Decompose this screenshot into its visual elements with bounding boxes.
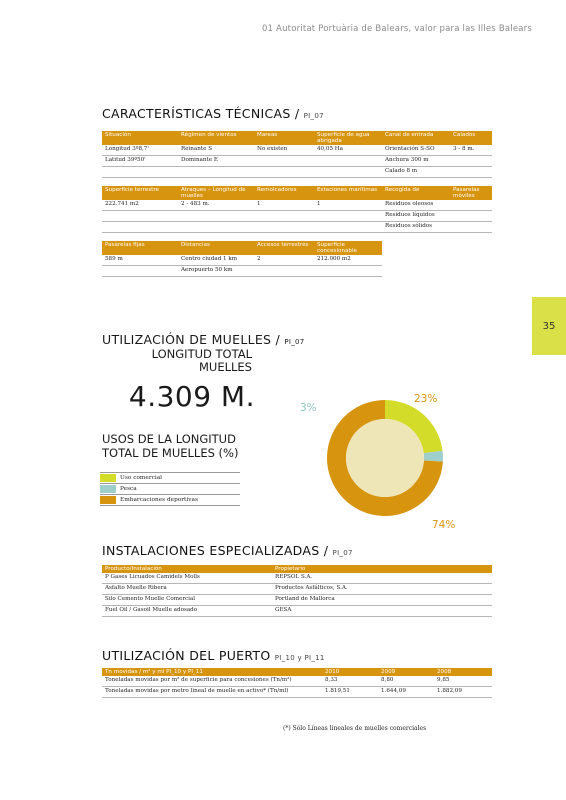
spacer-cell bbox=[102, 178, 492, 187]
header-cell: Propietario bbox=[272, 565, 492, 573]
table-cell: Longitud 3º8,7' bbox=[102, 145, 178, 156]
header-cell: Pasarelas fijas bbox=[102, 241, 178, 255]
table-cell bbox=[102, 167, 178, 178]
table-cell: Latitud 39º50' bbox=[102, 156, 178, 167]
header-cell: Accesos terrestres bbox=[254, 241, 314, 255]
chart-legend bbox=[100, 472, 240, 506]
table-cell: Reinante S bbox=[178, 145, 254, 156]
table-cell: REPSOL S.A. bbox=[272, 573, 492, 584]
table-cell: 9,85 bbox=[434, 676, 492, 687]
table-row bbox=[102, 573, 492, 584]
table-row bbox=[102, 222, 492, 233]
table-row bbox=[102, 167, 492, 178]
table-cell: Productos Asfálticos, S.A. bbox=[272, 584, 492, 595]
table-cell: Residuos líquidos bbox=[382, 211, 450, 222]
table-cell bbox=[178, 222, 254, 233]
usos-donut-chart bbox=[300, 378, 470, 528]
table-row bbox=[102, 211, 492, 222]
table-cell: Anchura 300 m bbox=[382, 156, 450, 167]
puerto-tag: PI_10 y PI_11 bbox=[274, 654, 325, 662]
header-cell: Superficie concesionable bbox=[314, 241, 382, 255]
header-cell: 2009 bbox=[378, 668, 434, 676]
footnote: (*) Sólo Líneas lineales de muelles comerciales bbox=[283, 725, 427, 732]
table-row bbox=[102, 255, 492, 266]
table-cell bbox=[254, 266, 314, 277]
instalaciones-tag: PI_07 bbox=[332, 549, 353, 557]
table-cell: Centro ciudad 1 km bbox=[178, 255, 254, 266]
table-cell bbox=[254, 167, 314, 178]
table-header-row bbox=[102, 565, 492, 573]
table-cell: 589 m bbox=[102, 255, 178, 266]
table-cell: 1.882,09 bbox=[434, 687, 492, 698]
table-cell: Asfalto Muelle Ribera bbox=[102, 584, 272, 595]
table-cell: 2 - 483 m. bbox=[178, 200, 254, 211]
table-cell bbox=[450, 156, 492, 167]
legend-swatch bbox=[100, 474, 116, 482]
table-row bbox=[102, 145, 492, 156]
header-cell: Tn movidas / m² y ml PI_10 y PI_11 bbox=[102, 668, 322, 676]
legend-swatch bbox=[100, 496, 116, 504]
header-cell: Mareas bbox=[254, 131, 314, 145]
header-cell: Superficie de agua abrigada bbox=[314, 131, 382, 145]
legend-item-pesca: Pesca bbox=[100, 484, 240, 495]
table-cell bbox=[314, 156, 382, 167]
table-cell bbox=[450, 167, 492, 178]
table-cell: Calado 8 m bbox=[382, 167, 450, 178]
table-cell: 212.000 m2 bbox=[314, 255, 382, 266]
table-cell bbox=[450, 200, 492, 211]
usos-title: USOS DE LA LONGITUD TOTAL DE MUELLES (%) bbox=[102, 432, 239, 460]
instalaciones-table bbox=[102, 565, 492, 617]
header-cell: Producto/Instalación bbox=[102, 565, 272, 573]
caracteristicas-tag: PI_07 bbox=[303, 112, 324, 120]
table-row bbox=[102, 687, 492, 698]
header-cell: Canal de entrada bbox=[382, 131, 450, 145]
table-cell: Residuos oleosos bbox=[382, 200, 450, 211]
table-cell bbox=[314, 222, 382, 233]
table-cell: Residuos sólidos bbox=[382, 222, 450, 233]
table-cell bbox=[450, 211, 492, 222]
table-cell: 8,33 bbox=[322, 676, 378, 687]
utilizacion-tag: PI_07 bbox=[284, 338, 305, 346]
table-cell: GESA bbox=[272, 606, 492, 617]
slice-label: 3% bbox=[300, 402, 317, 414]
header-cell: 2010 bbox=[322, 668, 378, 676]
table-header-row bbox=[102, 186, 492, 200]
table-cell: 8,80 bbox=[378, 676, 434, 687]
table-cell: Silo Cemento Muelle Comercial bbox=[102, 595, 272, 606]
caracteristicas-title: CARACTERÍSTICAS TÉCNICAS / PI_07 bbox=[102, 106, 324, 121]
slice-label: 74% bbox=[432, 519, 456, 528]
table-cell: 1 bbox=[314, 200, 382, 211]
table-cell bbox=[254, 156, 314, 167]
table-cell bbox=[178, 211, 254, 222]
header-cell: Estaciones marítimas bbox=[314, 186, 382, 200]
table-cell: Toneladas movidas por metro lineal de muelle en activo* (Tn/ml) bbox=[102, 687, 322, 698]
table-cell: 1.819,51 bbox=[322, 687, 378, 698]
longitud-total-value: 4.309 M. bbox=[128, 380, 255, 413]
table-spacer bbox=[102, 178, 492, 187]
table-cell bbox=[102, 211, 178, 222]
legend-item-embarcaciones: Embarcaciones deportivas bbox=[100, 495, 240, 506]
running-header: 01 Autoritat Portuària de Balears, valor para las Illes Balears bbox=[261, 24, 532, 34]
table-header-row bbox=[102, 241, 492, 255]
table-row bbox=[102, 266, 492, 277]
header-cell: Régimen de vientos bbox=[178, 131, 254, 145]
instalaciones-title: INSTALACIONES ESPECIALIZADAS / PI_07 bbox=[102, 543, 353, 558]
table-cell: Fuel Oil / Gasoil Muelle adosado bbox=[102, 606, 272, 617]
table-header-row bbox=[102, 668, 492, 676]
table-cell bbox=[254, 222, 314, 233]
donut-center bbox=[346, 419, 424, 497]
table-cell bbox=[178, 167, 254, 178]
table-row bbox=[102, 156, 492, 167]
header-cell: Calados bbox=[450, 131, 492, 145]
table-header-row bbox=[102, 131, 492, 145]
table-cell: Toneladas movidas por m² de superficie para concesiones (Tn/m²) bbox=[102, 676, 322, 687]
table-row bbox=[102, 584, 492, 595]
table-row bbox=[102, 606, 492, 617]
table-cell: No existen bbox=[254, 145, 314, 156]
page-number-tab: 35 bbox=[532, 297, 566, 355]
slice-label: 23% bbox=[414, 393, 438, 405]
table-cell bbox=[254, 211, 314, 222]
table-row bbox=[102, 676, 492, 687]
header-cell: Superficie terrestre bbox=[102, 186, 178, 200]
header-cell: Pasarelas móviles bbox=[450, 186, 492, 200]
table-cell: 222.741 m2 bbox=[102, 200, 178, 211]
header-cell: Remolcadores bbox=[254, 186, 314, 200]
legend-swatch bbox=[100, 485, 116, 493]
header-cell: Distancias bbox=[178, 241, 254, 255]
table-cell bbox=[450, 222, 492, 233]
table-cell bbox=[102, 266, 178, 277]
table-cell: 1.644,09 bbox=[378, 687, 434, 698]
table-spacer bbox=[102, 233, 492, 242]
table-cell: 1 bbox=[254, 200, 314, 211]
legend-item-uso-comercial: Uso comercial bbox=[100, 472, 240, 484]
table-cell: Portland de Mallorca bbox=[272, 595, 492, 606]
table-cell: Orientación S-SO bbox=[382, 145, 450, 156]
table-cell bbox=[102, 222, 178, 233]
table-cell: Dominante E bbox=[178, 156, 254, 167]
caracteristicas-table bbox=[102, 131, 492, 277]
puerto-table bbox=[102, 668, 492, 698]
header-cell: 2008 bbox=[434, 668, 492, 676]
table-row bbox=[102, 200, 492, 211]
table-cell bbox=[314, 211, 382, 222]
table-row bbox=[102, 595, 492, 606]
table-cell: P Gases Licuados Camidels Molls bbox=[102, 573, 272, 584]
longitud-total-label: LONGITUD TOTAL MUELLES bbox=[151, 347, 252, 374]
spacer-cell bbox=[102, 233, 492, 242]
table-cell bbox=[314, 167, 382, 178]
puerto-title: UTILIZACIÓN DEL PUERTO PI_10 y PI_11 bbox=[102, 648, 325, 663]
table-cell: Aeropuerto 50 km bbox=[178, 266, 254, 277]
table-cell: 40,05 Ha bbox=[314, 145, 382, 156]
table-cell: 3 - 8 m. bbox=[450, 145, 492, 156]
header-cell: Atraques – Longitud de muelles bbox=[178, 186, 254, 200]
header-cell: Situación bbox=[102, 131, 178, 145]
table-cell: 2 bbox=[254, 255, 314, 266]
header-cell: Recogida de bbox=[382, 186, 450, 200]
utilizacion-title: UTILIZACIÓN DE MUELLES / PI_07 bbox=[102, 332, 305, 347]
table-cell bbox=[314, 266, 382, 277]
